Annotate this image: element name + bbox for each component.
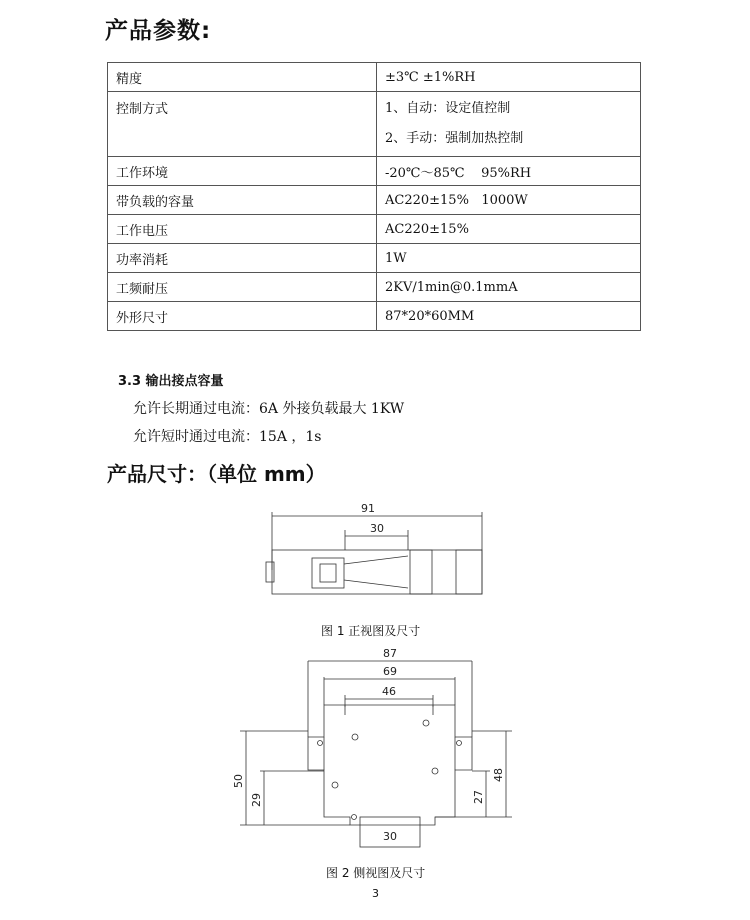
dim-30: 30 [370, 522, 384, 535]
param-value-line: 1、自动：设定值控制 [385, 101, 511, 116]
dim-69: 69 [383, 665, 397, 678]
section-33-line-1: 允许长期通过电流：6A 外接负载最大 1KW [133, 401, 405, 417]
section-heading-dims: 产品尺寸：（单位 mm） [107, 462, 326, 486]
params-table [107, 62, 641, 331]
param-label: 精度 [108, 63, 377, 92]
table-row [108, 302, 641, 331]
figure-1-caption: 图 1 正视图及尺寸 [321, 624, 421, 638]
figure-2-caption: 图 2 侧视图及尺寸 [326, 866, 426, 880]
section-33-line-2: 允许短时通过电流：15A ，1s [133, 429, 322, 445]
param-value: AC220±15% 1000W [377, 186, 641, 215]
dim-87: 87 [383, 647, 397, 660]
dim-29: 29 [250, 793, 263, 807]
dim-27: 27 [472, 790, 485, 804]
param-label: 工作电压 [108, 215, 377, 244]
param-value: 87*20*60MM [377, 302, 641, 331]
table-row [108, 63, 641, 92]
dim-50: 50 [232, 774, 245, 788]
param-label: 外形尺寸 [108, 302, 377, 331]
param-label: 工作环境 [108, 157, 377, 186]
table-row [108, 157, 641, 186]
page-number: 3 [372, 887, 379, 900]
param-value: 1W [377, 244, 641, 273]
figure-2-side-view [230, 645, 520, 855]
param-value: AC220±15% [377, 215, 641, 244]
param-label: 功率消耗 [108, 244, 377, 273]
param-label: 带负载的容量 [108, 186, 377, 215]
param-label: 控制方式 [108, 92, 377, 157]
section-33-title: 3.3 输出接点容量 [118, 374, 224, 389]
param-value: 2KV/1min@0.1mmA [377, 273, 641, 302]
table-row [108, 273, 641, 302]
table-row [108, 92, 641, 157]
dim-46: 46 [382, 685, 396, 698]
table-row [108, 215, 641, 244]
dim-91: 91 [361, 502, 375, 515]
dim-30-bottom: 30 [383, 830, 397, 843]
param-value-multi [377, 92, 641, 157]
param-label: 工频耐压 [108, 273, 377, 302]
figure-1-front-view [260, 500, 490, 610]
dim-48: 48 [492, 768, 505, 782]
section-heading-params: 产品参数: [105, 18, 212, 44]
param-value: -20℃～85℃ 95%RH [377, 157, 641, 186]
param-value-line: 2、手动：强制加热控制 [385, 131, 524, 146]
table-row [108, 186, 641, 215]
param-value: ±3℃ ±1%RH [377, 63, 641, 92]
table-row [108, 244, 641, 273]
